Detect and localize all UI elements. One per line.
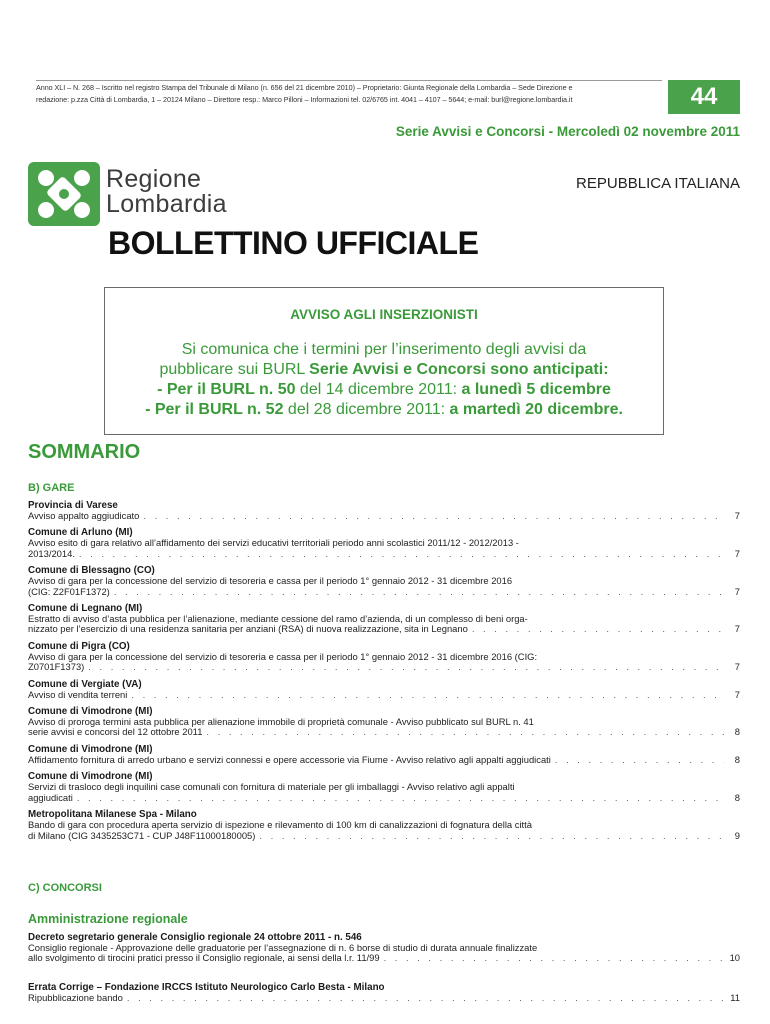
toc-entry	[28, 565, 740, 597]
toc-entry	[28, 679, 740, 700]
dot-leader	[88, 662, 724, 672]
toc-entry-line: Consiglio regionale - Approvazione delle graduatorie per l’assegnazione di n. 6 borse di studio di durata annuale finalizzate	[28, 942, 538, 953]
notice-line-4-text: del 28 dicembre 2011:	[283, 401, 450, 418]
masthead-rule	[36, 80, 662, 81]
toc-entry	[28, 771, 740, 803]
dot-leader	[79, 549, 724, 559]
republic-label: REPUBBLICA ITALIANA	[576, 175, 740, 192]
toc-entry-line: Avviso di gara per la concessione del servizio di tesoreria e cassa per il periodo 1° gennaio 2012 - 31 dicembre 2016 (CIG:	[28, 650, 538, 662]
dot-leader	[127, 993, 724, 1003]
toc-entry-last-line	[28, 587, 740, 597]
toc-entry-body	[28, 614, 740, 635]
toc-entry-text: allo svolgimento di tirocini pratici presso il Consiglio regionale, ai sensi della l.r. 11/99	[28, 952, 380, 964]
toc-entry-body	[28, 755, 740, 765]
dot-leader	[384, 953, 724, 963]
notice-line-3-bold-b: a lunedì 5 dicembre	[461, 381, 611, 398]
dot-leader	[77, 793, 724, 803]
toc-entry-body	[28, 690, 740, 700]
toc-entry-body	[28, 993, 740, 1003]
masthead-line-2: redazione: p.zza Città di Lombardia, 1 – 20124 Milano – Direttore resp.: Marco Pilloni – Informazioni tel. 02/6765 int. 4041 – 4107 – 5644; e-mail: burl@regione.lombardia.it	[36, 95, 573, 104]
dot-leader	[114, 587, 724, 597]
toc-entry-last-line	[28, 793, 740, 803]
toc-entry-last-line	[28, 755, 740, 765]
notice-line-3-text: del 14 dicembre 2011:	[295, 381, 462, 398]
notice-text	[105, 340, 663, 420]
toc-entry	[28, 809, 740, 841]
toc-entry-title: Decreto segretario generale Consiglio regionale 24 ottobre 2011 - n. 546	[28, 932, 362, 943]
toc-entry-text: (CIG: Z2F01F1372)	[28, 585, 110, 597]
toc-entry-title: Comune di Arluno (MI)	[28, 527, 133, 539]
toc-entry-title: Provincia di Varese	[28, 500, 118, 511]
page-number: 7	[734, 661, 740, 673]
toc-entry-line: Servizi di trasloco degli inquilini case comunali con fornitura di materiale per gli imballaggi - Avviso relativo agli appalti	[28, 781, 515, 793]
page-number: 7	[734, 510, 740, 521]
toc-entry-text: Avviso appalto aggiudicato	[28, 510, 140, 521]
toc-entry-body	[28, 820, 740, 841]
toc-entry-body	[28, 511, 740, 521]
page-number: 7	[734, 585, 740, 597]
toc-entry-title: Metropolitana Milanese Spa - Milano	[28, 809, 197, 821]
notice-line-4-bold-a: - Per il BURL n. 52	[145, 401, 284, 418]
page-number: 8	[734, 753, 740, 765]
toc-entry-title: Comune di Vimodrone (MI)	[28, 743, 153, 755]
masthead-text	[36, 82, 660, 106]
toc-entry-body	[28, 652, 740, 673]
notice-line-4-bold-b: a martedì 20 dicembre.	[449, 401, 623, 418]
dot-leader	[131, 690, 724, 700]
page-number: 11	[730, 991, 740, 1003]
toc-entry-last-line	[28, 727, 740, 737]
dot-leader	[472, 624, 724, 634]
toc-entry	[28, 744, 740, 765]
toc-entry-line: Avviso esito di gara relativo all’affidamento dei servizi educativi territoriali periodo anni scolastici 2011/12 - 2012/2013 -	[28, 537, 519, 549]
dot-leader	[206, 727, 724, 737]
toc-entry	[28, 641, 740, 673]
toc-entry-body	[28, 538, 740, 559]
series-date-line: Serie Avvisi e Concorsi - Mercoledì 02 novembre 2011	[395, 124, 740, 139]
issue-number-badge: 44	[668, 80, 740, 114]
toc-entry-title: Comune di Blessagno (CO)	[28, 565, 155, 577]
toc-entry-body	[28, 576, 740, 597]
toc-entry-text: Ripubblicazione bando	[28, 991, 123, 1003]
dot-leader	[259, 831, 724, 841]
toc-entry-body	[28, 717, 740, 738]
toc-entry-title: Comune di Vergiate (VA)	[28, 678, 142, 690]
concorsi-list	[28, 932, 740, 1009]
toc-entry-text: aggiudicati	[28, 791, 73, 803]
page-number: 8	[734, 726, 740, 738]
toc-entry-text: 2013/2014.	[28, 547, 75, 559]
page-number: 7	[734, 688, 740, 700]
notice-box	[104, 287, 664, 435]
toc-entry-last-line	[28, 662, 740, 672]
toc-entry	[28, 706, 740, 738]
toc-entry-text: nizzato per l’esercizio di una residenza sanitaria per anziani (RSA) di nuova realizzazione, sita in Legnano	[28, 623, 468, 635]
sommario-heading: SOMMARIO	[28, 441, 141, 463]
toc-entry-last-line	[28, 511, 740, 521]
notice-line-3	[105, 380, 663, 400]
notice-line-2-bold: Serie Avvisi e Concorsi sono anticipati:	[309, 361, 609, 378]
toc-entry-text: di Milano (CIG 3435253C71 - CUP J48F11000180005)	[28, 829, 256, 841]
page-number: 7	[734, 547, 740, 559]
toc-entry-text: Z0701F1373)	[28, 661, 85, 673]
region-name-line-2: Lombardia	[106, 190, 227, 218]
toc-entry-line: Bando di gara con procedura aperta servizio di ispezione e rilevamento di 100 km di canalizzazioni di fognatura della città	[28, 819, 532, 831]
toc-entry-last-line	[28, 831, 740, 841]
toc-entry-line: Avviso di gara per la concessione del servizio di tesoreria e cassa per il periodo 1° gennaio 2012 - 31 dicembre 2016	[28, 575, 513, 587]
toc-entry	[28, 527, 740, 559]
gare-list	[28, 500, 740, 847]
toc-entry-title: Comune di Legnano (MI)	[28, 603, 143, 615]
toc-entry	[28, 500, 740, 521]
toc-entry	[28, 603, 740, 635]
page-number: 10	[729, 952, 740, 964]
toc-entry-line: Estratto di avviso d’asta pubblica per l’alienazione, mediante cessione del ramo d’azienda, di un complesso di beni orga-	[28, 613, 528, 625]
toc-entry	[28, 982, 740, 1003]
toc-entry-body	[28, 782, 740, 803]
page-title: BOLLETTINO UFFICIALE	[108, 225, 479, 261]
notice-line-4	[105, 400, 663, 420]
concorsi-heading: C) CONCORSI	[28, 882, 102, 894]
notice-line-2	[105, 360, 663, 380]
page-number: 8	[734, 791, 740, 803]
toc-entry-last-line	[28, 953, 740, 963]
toc-entry-line: Avviso di proroga termini asta pubblica per alienazione immobile di proprietà comunale - Avviso pubblicato sul BURL n. 41	[28, 716, 534, 728]
notice-line-3-bold-a: - Per il BURL n. 50	[157, 381, 296, 398]
toc-entry-last-line	[28, 993, 740, 1003]
toc-entry-last-line	[28, 549, 740, 559]
toc-entry-last-line	[28, 624, 740, 634]
region-name	[106, 167, 227, 217]
region-name-line-1: Regione	[106, 165, 202, 193]
toc-entry-title: Comune di Vimodrone (MI)	[28, 706, 153, 718]
toc-entry	[28, 932, 740, 964]
admin-heading: Amministrazione regionale	[28, 912, 188, 926]
dot-leader	[555, 755, 724, 765]
notice-line-2-text: pubblicare sui BURL	[159, 361, 310, 378]
notice-title: AVVISO AGLI INSERZIONISTI	[290, 307, 478, 322]
toc-entry-body	[28, 943, 740, 964]
notice-line-1: Si comunica che i termini per l’inserimento degli avvisi da	[181, 341, 587, 358]
toc-entry-title: Comune di Pigra (CO)	[28, 640, 130, 652]
regione-lombardia-logo-icon	[28, 162, 100, 226]
gare-heading: B) GARE	[28, 482, 75, 494]
dot-leader	[143, 511, 724, 521]
toc-entry-title: Errata Corrige – Fondazione IRCCS Istituto Neurologico Carlo Besta - Milano	[28, 981, 385, 993]
page-number: 7	[734, 623, 740, 635]
toc-entry-title: Comune di Vimodrone (MI)	[28, 771, 153, 783]
masthead-line-1: Anno XLI – N. 268 – Iscritto nel registro Stampa del Tribunale di Milano (n. 656 del 21 dicembre 2010) – Proprietario: Giunta Regionale della Lombardia – Sede Direzione e	[36, 83, 573, 92]
toc-entry-last-line	[28, 690, 740, 700]
toc-entry-text: serie avvisi e concorsi del 12 ottobre 2011	[28, 726, 203, 738]
page-number: 9	[734, 829, 740, 841]
toc-entry-text: Avviso di vendita terreni	[28, 688, 128, 700]
toc-entry-text: Affidamento fornitura di arredo urbano e servizi connessi e opere accessorie via Fiume - Avviso relativo agli appalti aggiudicati	[28, 753, 551, 765]
